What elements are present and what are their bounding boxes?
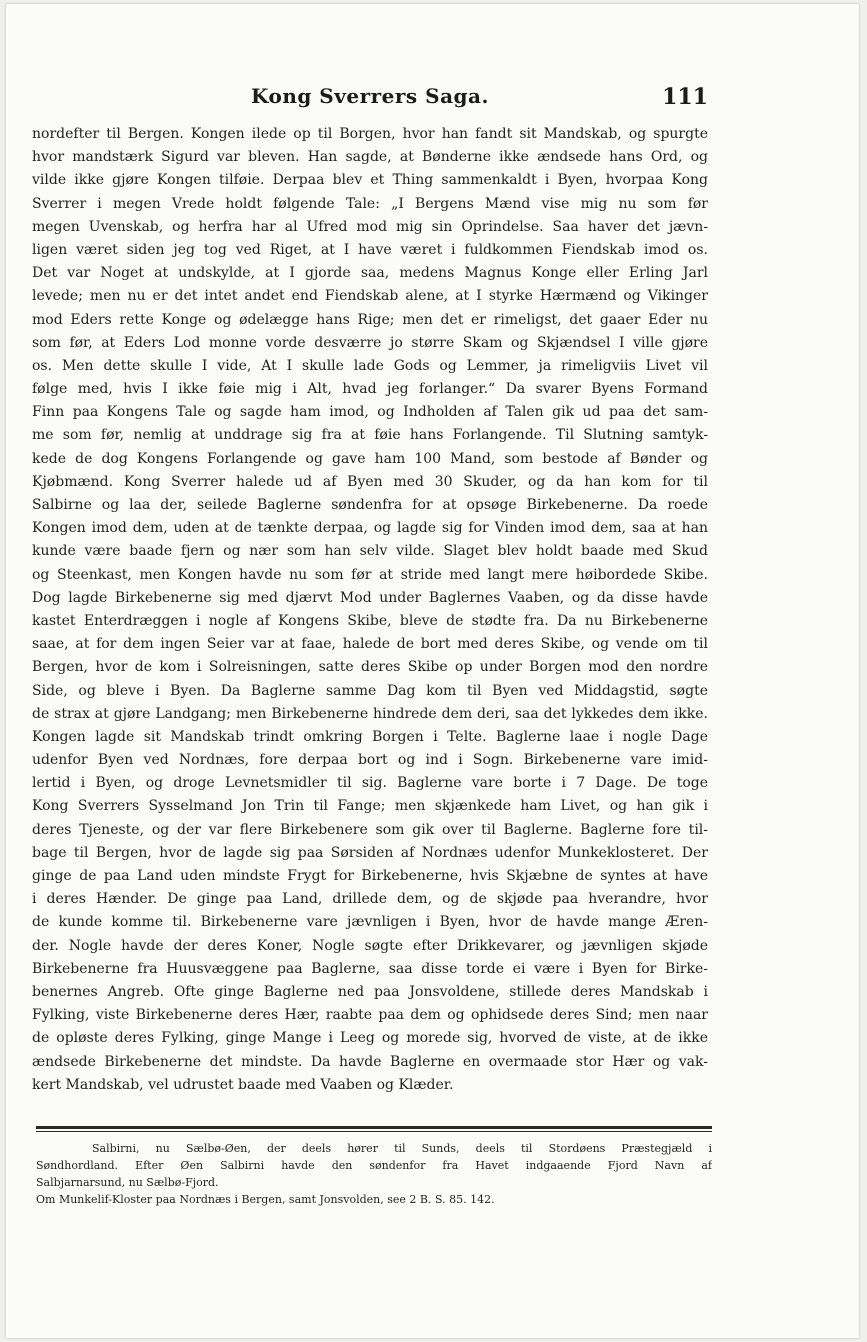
text-line: nordefter til Bergen. Kongen ilede op til Borgen, hvor han fandt sit Mandskab, og spurgte bbox=[32, 126, 708, 142]
text-line: Kjøbmænd. Kong Sverrer halede ud af Byen med 30 Skuder, og da han kom for til bbox=[32, 473, 708, 490]
page-number: 111 bbox=[662, 84, 708, 110]
footnotes bbox=[36, 1140, 712, 1208]
text-line: benernes Angreb. Ofte ginge Baglerne ned paa Jonsvoldene, stillede deres Mandskab i bbox=[32, 983, 708, 1000]
text-line: Sverrer i megen Vrede holdt følgende Tale: „I Bergens Mænd vise mig nu som før bbox=[32, 195, 708, 212]
text-line: der. Nogle havde der deres Koner, Nogle søgte efter Drikkevarer, og jævnligen skjøde bbox=[32, 937, 708, 954]
text-line: de kunde komme til. Birkebenerne vare jævnligen i Byen, hvor de havde mange Æren- bbox=[32, 914, 708, 931]
text-line: som før, at Eders Lod monne vorde desværre jo større Skam og Skjændsel I ville gjøre bbox=[32, 334, 708, 351]
text-line: de strax at gjøre Landgang; men Birkebenerne hindrede dem deri, saa det lykkedes dem ikke. bbox=[32, 705, 708, 722]
footnote-divider-thin bbox=[36, 1131, 712, 1132]
text-line: Side, og bleve i Byen. Da Baglerne samme Dag kom til Byen ved Middagstid, søgte bbox=[32, 682, 708, 699]
text-line: Salbirne og laa der, seilede Baglerne søndenfra for at opsøge Birkebenerne. Da roede bbox=[32, 497, 708, 513]
text-line: me som før, nemlig at unddrage sig fra at føie hans Forlangende. Til Slutning samtyk- bbox=[32, 427, 708, 444]
text-line: Bergen, hvor de kom i Solreisningen, satte deres Skibe op under Borgen mod den nordre bbox=[32, 659, 708, 676]
page-header bbox=[32, 84, 708, 114]
text-line: kede de dog Kongens Forlangende og gave ham 100 Mand, som bestode af Bønder og bbox=[32, 450, 708, 467]
text-line: følge med, hvis I ikke føie mig i Alt, hvad jeg forlanger.“ Da svarer Byens Formand bbox=[32, 381, 708, 398]
text-line: saae, at for dem ingen Seier var at faae, halede de bort med deres Skibe, og vende om til bbox=[32, 636, 708, 653]
text-line: Det var Noget at undskylde, at I gjorde saa, medens Magnus Konge eller Erling Jarl bbox=[32, 265, 708, 282]
running-title: Kong Sverrers Saga. bbox=[251, 84, 489, 108]
text-line: megen Uvenskab, og herfra har al Ufred mod mig sin Oprindelse. Saa haver det jævn- bbox=[32, 218, 708, 235]
text-line: ændsede Birkebenerne det mindste. Da havde Baglerne en overmaade stor Hær og vak- bbox=[32, 1053, 708, 1070]
text-line: og Steenkast, men Kongen havde nu som før at stride med langt mere høibordede Skibe. bbox=[32, 566, 708, 583]
footnote-divider-thick bbox=[36, 1126, 712, 1129]
text-line: levede; men nu er det intet andet end Fiendskab alene, at I styrke Hærmænd og Vikinger bbox=[32, 288, 708, 305]
text-line: mod Eders rette Konge og ødelægge hans Rige; men det er rimeligst, det gaaer Eder nu bbox=[32, 311, 708, 328]
text-line: bage til Bergen, hvor de lagde sig paa Sørsiden af Nordnæs udenfor Munkeklosteret. Der bbox=[32, 844, 708, 861]
text-line: vilde ikke gjøre Kongen tilføie. Derpaa blev et Thing sammenkaldt i Byen, hvorpaa Kong bbox=[32, 172, 708, 189]
text-line: Kongen lagde sit Mandskab trindt omkring Borgen i Telte. Baglerne laae i nogle Dage bbox=[32, 728, 708, 745]
text-line: de opløste deres Fylking, ginge Mange i Leeg og morede sig, hvorved de viste, at de ikke bbox=[32, 1030, 708, 1047]
text-line: lertid i Byen, og droge Levnetsmidler til sig. Baglerne vare borte i 7 Dage. De toge bbox=[32, 775, 708, 792]
text-line: Fylking, viste Birkebenerne deres Hær, raabte paa dem og ophidsede deres Sind; men naar bbox=[32, 1007, 708, 1024]
text-line: Kong Sverrers Sysselmand Jon Trin til Fange; men skjænkede ham Livet, og han gik i bbox=[32, 798, 708, 815]
footnote-line: Salbirni, nu Sælbø-Øen, der deels hører til Sunds, deels til Stordøens Præstegjæld i bbox=[92, 1142, 712, 1155]
text-line: kert Mandskab, vel udrustet baade med Vaaben og Klæder. bbox=[32, 1076, 454, 1093]
text-line: ligen været siden jeg tog ved Riget, at I have været i fuldkommen Fiendskab imod os. bbox=[32, 241, 708, 258]
text-line: os. Men dette skulle I vide, At I skulle lade Gods og Lemmer, ja rimeligviis Livet vil bbox=[32, 357, 708, 374]
text-line: hvor mandstærk Sigurd var bleven. Han sagde, at Bønderne ikke ændsede hans Ord, og bbox=[32, 149, 708, 166]
text-line: kastet Enterdræggen i nogle af Kongens Skibe, bleve de stødte fra. Da nu Birkebenerne bbox=[32, 612, 708, 629]
book-page bbox=[6, 4, 859, 1338]
text-line: ginge de paa Land uden mindste Frygt for Birkebenerne, hvis Skjæbne de syntes at have bbox=[32, 868, 708, 884]
text-line: i deres Hænder. De ginge paa Land, drillede dem, og de skjøde paa hverandre, hvor bbox=[32, 891, 708, 908]
text-line: Finn paa Kongens Tale og sagde ham imod, og Indholden af Talen gik ud paa det sam- bbox=[32, 404, 708, 421]
footnote-line: Salbjarnarsund, nu Sælbø-Fjord. bbox=[36, 1176, 219, 1189]
text-line: deres Tjeneste, og der var flere Birkebenere som gik over til Baglerne. Baglerne fore til- bbox=[32, 821, 708, 838]
footnote-line: Om Munkelif-Kloster paa Nordnæs i Bergen, samt Jonsvolden, see 2 B. S. 85. 142. bbox=[36, 1193, 495, 1206]
text-line: kunde være baade fjern og nær som han selv vilde. Slaget blev holdt baade med Skud bbox=[32, 543, 708, 560]
footnote-line: Søndhordland. Efter Øen Salbirni havde den søndenfor fra Havet indgaaende Fjord Navn af bbox=[36, 1159, 712, 1172]
text-line: Kongen imod dem, uden at de tænkte derpaa, og lagde sig for Vinden imod dem, saa at han bbox=[32, 520, 708, 537]
text-line: udenfor Byen ved Nordnæs, fore derpaa bort og ind i Sogn. Birkebenerne vare imid- bbox=[32, 752, 708, 769]
text-line: Birkebenerne fra Huusvæggene paa Baglerne, saa disse torde ei være i Byen for Birke- bbox=[32, 960, 708, 977]
body-text bbox=[32, 123, 708, 1097]
text-line: Dog lagde Birkebenerne sig med djærvt Mod under Baglernes Vaaben, og da disse havde bbox=[32, 589, 708, 606]
